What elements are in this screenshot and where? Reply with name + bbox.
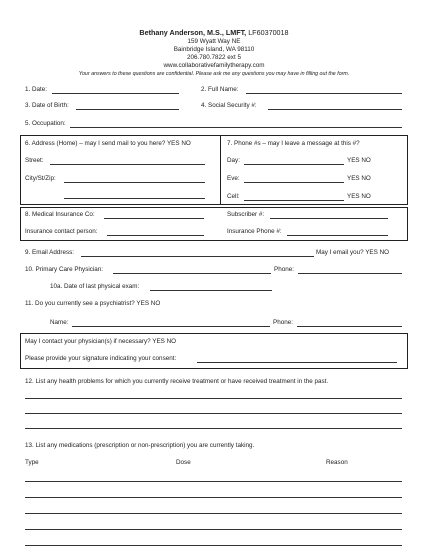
medications-line-5[interactable] — [25, 545, 402, 546]
email-label: 9. Email Address: — [25, 249, 74, 256]
insurance-phone-label: Insurance Phone #: — [227, 228, 282, 235]
city-st-zip-label: City/St/Zip: — [25, 175, 56, 182]
medication-reason-header: Reason — [326, 459, 348, 466]
confidential-notice: Your answers to these questions are confidential. Please ask me any questions you may have in filling out the form. — [78, 71, 350, 77]
eve-phone-label: Eve: — [227, 175, 240, 182]
pcp-label: 10. Primary Care Physician: — [25, 266, 104, 273]
office-street: 159 Wyatt Way NE — [187, 38, 241, 45]
medication-dose-header: Dose — [176, 459, 191, 466]
insurance-contact-field[interactable] — [107, 235, 204, 236]
address-question: 6. Address (Home) – may I send mail to you here? YES NO — [25, 140, 191, 147]
address-extra-field[interactable] — [64, 198, 205, 199]
psychiatrist-phone-label: Phone: — [273, 319, 293, 326]
signature-label: Please provide your signature indicating your consent: — [25, 355, 177, 362]
phone-question: 7. Phone #s – may I leave a message at this #? — [227, 140, 360, 147]
subscriber-field[interactable] — [270, 218, 388, 219]
insurance-co-field[interactable] — [104, 218, 204, 219]
medications-line-3[interactable] — [25, 513, 402, 514]
occupation-field[interactable] — [70, 127, 402, 128]
pcp-phone-field[interactable] — [298, 273, 402, 274]
contact-physician-question[interactable]: May I contact your physician(s) if necessary? YES NO — [25, 338, 177, 345]
ssn-field[interactable] — [268, 109, 402, 110]
day-yes-no[interactable]: YES NO — [347, 157, 371, 164]
cell-phone-label: Cell: — [227, 193, 240, 200]
pcp-field[interactable] — [113, 273, 271, 274]
full-name-field[interactable] — [246, 93, 402, 94]
email-field[interactable] — [81, 256, 314, 257]
medications-line-2[interactable] — [25, 497, 402, 498]
therapist-header — [0, 29, 428, 37]
office-phone: 206.780.7822 ext 5 — [187, 54, 241, 61]
last-exam-label: 10a. Date of last physical exam: — [50, 283, 140, 290]
insurance-co-label: 8. Medical Insurance Co: — [25, 211, 95, 218]
psychiatrist-question[interactable]: 11. Do you currently see a psychiatrist? YES NO — [25, 300, 161, 307]
subscriber-label: Subscriber #: — [227, 211, 265, 218]
date-field[interactable] — [52, 93, 179, 94]
health-problems-line-2[interactable] — [25, 413, 402, 414]
insurance-phone-field[interactable] — [287, 235, 388, 236]
medication-type-header: Type — [25, 459, 39, 466]
medications-label: 13. List any medications (prescription or non-prescription) you are currently taking. — [25, 442, 255, 449]
day-phone-field[interactable] — [244, 164, 344, 165]
medications-line-4[interactable] — [25, 529, 402, 530]
full-name-label: 2. Full Name: — [201, 86, 239, 93]
street-field[interactable] — [50, 164, 205, 165]
psychiatrist-name-field[interactable] — [72, 326, 270, 327]
cell-phone-field[interactable] — [244, 200, 344, 201]
occupation-label: 5. Occupation: — [25, 120, 66, 127]
cell-yes-no[interactable]: YES NO — [347, 193, 371, 200]
medications-line-1[interactable] — [25, 481, 402, 482]
street-label: Street: — [25, 157, 44, 164]
license-number: LF60370018 — [248, 28, 289, 37]
insurance-contact-label: Insurance contact person: — [25, 228, 98, 235]
eve-yes-no[interactable]: YES NO — [347, 175, 371, 182]
dob-field[interactable] — [76, 109, 179, 110]
health-problems-line-3[interactable] — [25, 428, 402, 429]
therapist-name: Bethany Anderson, M.S., LMFT, — [139, 28, 247, 37]
city-st-zip-field[interactable] — [64, 182, 205, 183]
dob-label: 3. Date of Birth: — [25, 102, 69, 109]
health-problems-label: 12. List any health problems for which you currently receive treatment or have received treatment in the past. — [25, 378, 329, 385]
address-phone-divider — [220, 135, 221, 205]
pcp-phone-label: Phone: — [274, 266, 294, 273]
signature-field[interactable] — [197, 362, 397, 363]
date-label: 1. Date: — [25, 86, 48, 93]
day-phone-label: Day: — [227, 157, 240, 164]
ssn-label: 4. Social Security #: — [201, 102, 257, 109]
office-city: Bainbridge Island, WA 98110 — [173, 46, 255, 53]
psychiatrist-name-label: Name: — [50, 319, 69, 326]
psychiatrist-phone-field[interactable] — [297, 326, 402, 327]
eve-phone-field[interactable] — [244, 182, 344, 183]
health-problems-line-1[interactable] — [25, 398, 402, 399]
email-question[interactable]: May I email you? YES NO — [316, 249, 390, 256]
last-exam-field[interactable] — [150, 290, 272, 291]
office-website: www.collaborativefamilytherapy.com — [163, 62, 265, 69]
